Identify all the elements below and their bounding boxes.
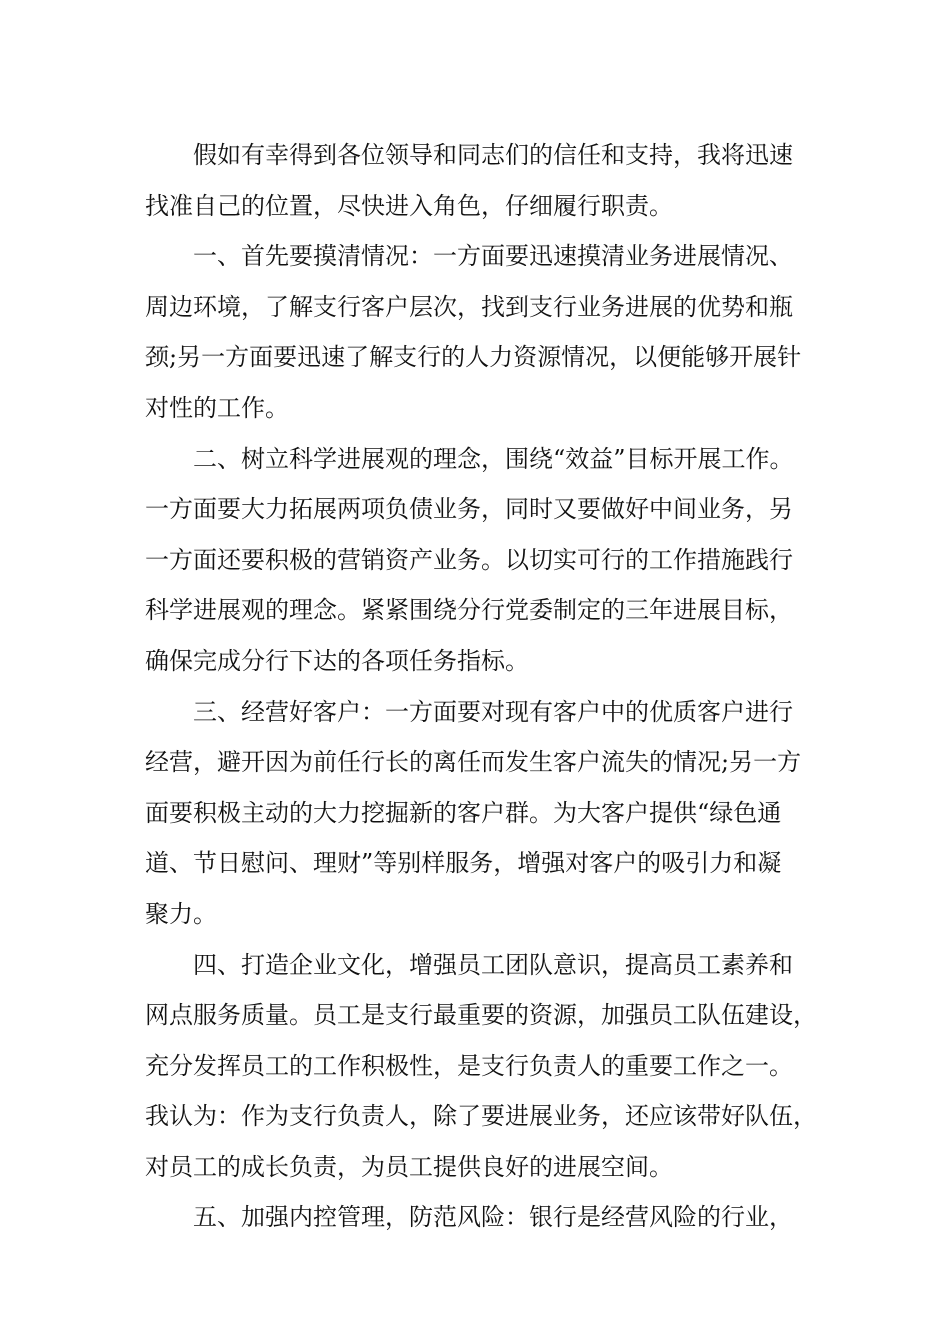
- paragraph-line: 经营，避开因为前任行长的离任而发生客户流失的情况;另一方: [145, 748, 802, 777]
- paragraph-line: 周边环境，了解支行客户层次，找到支行业务进展的优势和瓶: [145, 292, 793, 321]
- paragraph-line: 充分发挥员工的工作积极性，是支行负责人的重要工作之一。: [145, 1051, 793, 1080]
- paragraph-line: 面要积极主动的大力挖掘新的客户群。为大客户提供“绿色通: [145, 798, 782, 827]
- paragraph-line: 确保完成分行下达的各项任务指标。: [145, 646, 529, 675]
- paragraph-line: 三、经营好客户：一方面要对现有客户中的优质客户进行: [193, 697, 793, 726]
- paragraph-line: 五、加强内控管理，防范风险：银行是经营风险的行业，: [193, 1203, 793, 1232]
- paragraph-line: 对员工的成长负责，为员工提供良好的进展空间。: [145, 1152, 673, 1181]
- paragraph-line: 科学进展观的理念。紧紧围绕分行党委制定的三年进展目标，: [145, 596, 793, 625]
- paragraph-line: 网点服务质量。员工是支行最重要的资源，加强员工队伍建设，: [145, 1001, 817, 1030]
- paragraph-line: 对性的工作。: [145, 393, 289, 422]
- paragraph-line: 假如有幸得到各位领导和同志们的信任和支持，我将迅速: [193, 141, 793, 169]
- paragraph-line: 我认为：作为支行负责人，除了要进展业务，还应该带好队伍，: [145, 1102, 817, 1131]
- document-body: [145, 130, 815, 1243]
- paragraph-line: 找准自己的位置，尽快进入角色，仔细履行职责。: [145, 191, 673, 220]
- paragraph-line: 聚力。: [145, 899, 217, 928]
- paragraph-line: 道、节日慰问、理财”等别样服务，增强对客户的吸引力和凝: [145, 849, 782, 878]
- paragraph-line: 一、首先要摸清情况：一方面要迅速摸清业务进展情况、: [193, 242, 793, 271]
- paragraph-line: 一方面还要积极的营销资产业务。以切实可行的工作措施践行: [145, 545, 793, 574]
- paragraph-line: 四、打造企业文化，增强员工团队意识，提高员工素养和: [193, 950, 793, 979]
- paragraph-line: 二、树立科学进展观的理念，围绕“效益”目标开展工作。: [193, 444, 794, 473]
- paragraph-line: 颈;另一方面要迅速了解支行的人力资源情况，以便能够开展针: [145, 343, 802, 372]
- paragraph-line: 一方面要大力拓展两项负债业务，同时又要做好中间业务，另: [145, 495, 793, 524]
